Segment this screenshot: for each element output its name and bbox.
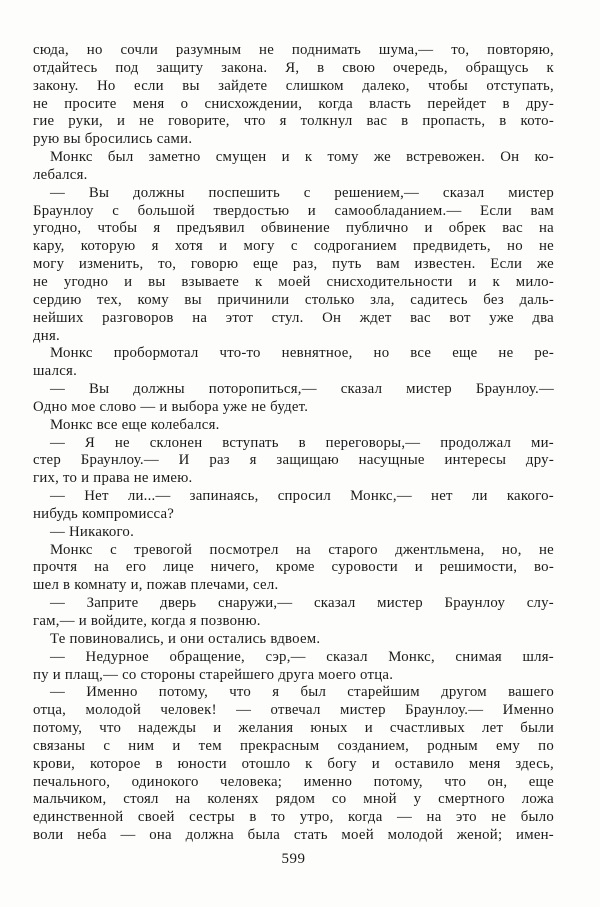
text-line: Монкс с тревогой посмотрел на старого джентльмена, но, не [50, 541, 554, 558]
paragraph [33, 488, 554, 524]
paragraph [33, 649, 554, 685]
text-line: закону. Но если вы зайдете слишком далеко, чтобы отступать, [33, 77, 554, 94]
text-line: гих, то и права не имею. [33, 470, 193, 487]
page-text [33, 42, 554, 845]
paragraph [33, 631, 554, 649]
paragraph [33, 149, 554, 185]
page-number: 599 [281, 851, 306, 867]
text-line: Одно мое слово — и выбора уже не будет. [33, 398, 309, 415]
text-line: сердию тех, кому вы причинили столько зла, садитесь без даль- [33, 291, 554, 308]
text-line: пу и плащ,— со стороны старейшего друга моего отца. [33, 666, 394, 683]
paragraph [33, 417, 554, 435]
paragraph [33, 345, 554, 381]
text-line: рую вы бросились сами. [33, 131, 193, 148]
text-line: угодно, чтобы я предъявил обвинение публично и обрек вас на [33, 220, 554, 237]
text-line: мальчиком, стоял на коленях рядом со мной у смертного ложа [33, 791, 554, 808]
text-line: не угодно и вы взываете к моей снисходительности и к мило- [33, 273, 554, 290]
paragraph [33, 381, 554, 417]
text-line: — Вы должны поспешить с решением,— сказал мистер [50, 184, 554, 201]
paragraph [33, 524, 554, 542]
text-line: — Вы должны поторопиться,— сказал мистер Браунлоу.— [50, 381, 554, 398]
paragraph [33, 684, 554, 845]
text-line: шался. [33, 363, 78, 380]
text-line: крови, которое в юности отошло к богу и оставило меня здесь, [33, 755, 554, 772]
text-line: не просите меня о снисхождении, когда власть перейдет в дру- [33, 95, 554, 112]
text-line: могу изменить, то, говорю еще раз, путь вам известен. Если же [33, 256, 554, 273]
text-line: лебался. [33, 166, 88, 183]
text-line: Те повиновались, и они остались вдвоем. [50, 630, 321, 647]
text-line: — Заприте дверь снаружи,— сказал мистер Браунлоу слу- [50, 595, 554, 612]
paragraph [33, 42, 554, 149]
text-line: печального, одинокого человека; именно потому, что он, еще [33, 773, 554, 790]
text-line: связаны с ним и тем прекрасным созданием, родным ему по [33, 737, 554, 754]
text-line: — Нет ли...— запинаясь, спросил Монкс,— нет ли какого- [50, 488, 554, 505]
text-line: кару, которую я хотя и могу с содроганием предвидеть, но не [33, 238, 554, 255]
text-line: стер Браунлоу.— И раз я защищаю насущные интересы дру- [33, 452, 554, 469]
text-line: гие руки, и не говорите, что я толкнул вас в пропасть, в кото- [33, 113, 554, 130]
text-line: отдайтесь под защиту закона. Я, в свою очередь, обращусь к [33, 59, 554, 76]
text-line: Монкс был заметно смущен и к тому же встревожен. Он ко- [50, 149, 554, 166]
text-line: нибудь компромисса? [33, 505, 175, 522]
text-line: — Недурное обращение, сэр,— сказал Монкс, снимая шля- [50, 648, 554, 665]
text-line: — Именно потому, что я был старейшим другом вашего [50, 684, 554, 701]
paragraph [33, 435, 554, 489]
text-line: единственной своей сестры в то утро, когда — на это не было [33, 809, 554, 826]
paragraph [33, 185, 554, 346]
text-line: сюда, но сочли разумным не поднимать шума,— то, повторяю, [33, 42, 554, 58]
paragraph [33, 595, 554, 631]
text-line: потому, что надежды и желания юных и счастливых лет были [33, 720, 554, 737]
text-line: шел в комнату и, пожав плечами, сел. [33, 577, 279, 594]
text-line: Монкс все еще колебался. [50, 416, 220, 433]
text-line: Браунлоу с большой твердостью и самообладанием.— Если вам [33, 202, 554, 219]
text-line: гам,— и войдите, когда я позвоню. [33, 613, 261, 629]
paragraph [33, 542, 554, 596]
text-line: дня. [33, 327, 60, 344]
text-line: — Никакого. [50, 523, 135, 540]
text-line: прочтя на его лице ничего, кроме суровости и решимости, во- [33, 559, 554, 576]
text-line: нейших разговоров на этот стул. Он ждет вас вот уже два [33, 309, 554, 326]
text-line: Монкс пробормотал что-то невнятное, но все еще не ре- [50, 345, 554, 362]
text-line: — Я не склонен вступать в переговоры,— продолжал ми- [50, 434, 554, 451]
text-line: отца, молодой человек! — отвечал мистер Браунлоу.— Именно [33, 702, 554, 719]
text-line: воли неба — она должна была стать моей молодой женой; имен- [33, 827, 554, 844]
